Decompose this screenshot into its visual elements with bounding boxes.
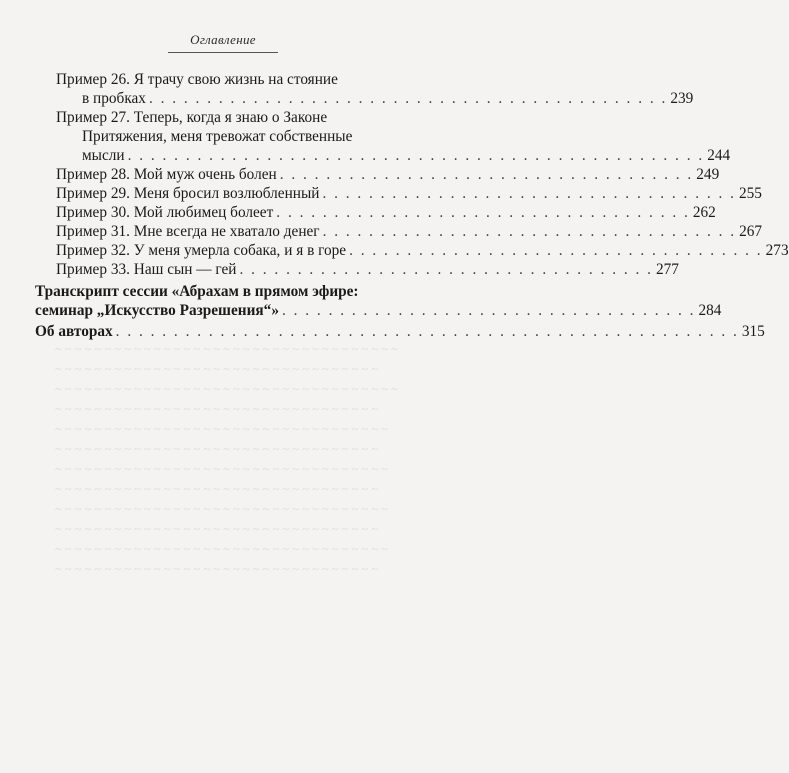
toc-section-transcript-title: Транскрипт сессии «Абрахам в прямом эфире: (35, 283, 359, 300)
toc-entry-26-title: Пример 26. Я трачу свою жизнь на стояние (56, 71, 338, 88)
page-number: 273 (765, 242, 789, 259)
page-number: 284 (698, 302, 722, 319)
page-number: 249 (696, 166, 720, 183)
toc-entry-29[interactable] (56, 185, 762, 203)
dot-leader: . . . . . . . . . . . . . . . . . . . . . . . . . . . . . . . . . . . . (279, 166, 694, 183)
toc-entry-title: Пример 31. Мне всегда не хватало денег (56, 223, 320, 240)
bleed-through-text: ~ ~ ~ ~ ~ ~ ~ ~ ~ ~ ~ ~ ~ ~ ~ ~ ~ ~ ~ ~ ~ ~ ~ ~ ~ ~ ~ ~ ~ ~ ~ ~ ~ ~ ~ ~ ~ ~ ~ ~ ~ ~ ~ ~ ~ ~ ~ ~ ~ ~ ~ ~ ~ ~ ~ ~ ~ ~ ~ ~ ~ ~ ~ ~ ~ ~ ~ ~ ~ ~ ~ ~ ~ ~ ~ ~ ~ ~ ~ ~ ~ ~ ~ ~ ~ ~ ~ ~ ~ ~ ~ ~ ~ ~ ~ ~ ~ ~ ~ ~ ~ ~ ~ ~ ~ ~ ~ ~ ~ ~ ~ ~ ~ ~ ~ ~ ~ ~ ~ ~ ~ ~ ~ ~ ~ ~ ~ ~ ~ ~ ~ ~ ~ ~ ~ ~ ~ ~ ~ ~ ~ ~ ~ ~ ~ ~ ~ ~ ~ ~ ~ ~ ~ ~ ~ ~ ~ ~ ~ ~ ~ ~ ~ ~ ~ ~ ~ ~ ~ ~ ~ ~ ~ ~ ~ ~ ~ ~ ~ ~ ~ ~ ~ ~ ~ ~ ~ ~ ~ ~ ~ ~ ~ ~ ~ ~ ~ ~ ~ ~ ~ ~ ~ ~ ~ ~ ~ ~ ~ ~ ~ ~ ~ ~ ~ ~ ~ ~ ~ ~ ~ ~ ~ ~ ~ ~ ~ ~ ~ ~ ~ ~ ~ ~ ~ ~ ~ ~ ~ ~ ~ ~ ~ ~ ~ ~ ~ ~ ~ ~ ~ ~ ~ ~ ~ ~ ~ ~ ~ ~ ~ ~ ~ ~ ~ ~ ~ ~ ~ ~ ~ ~ ~ ~ ~ ~ ~ ~ ~ ~ ~ ~ ~ ~ ~ ~ ~ ~ ~ ~ ~ ~ ~ ~ ~ ~ ~ ~ ~ ~ ~ ~ ~ ~ ~ ~ ~ ~ ~ ~ ~ ~ ~ ~ ~ ~ ~ ~ ~ ~ ~ ~ ~ ~ ~ ~ ~ ~ ~ ~ ~ ~ ~ ~ ~ ~ ~ ~ ~ ~ ~ ~ ~ ~ ~ ~ ~ ~ ~ ~ ~ ~ ~ ~ ~ ~ ~ ~ ~ ~ ~ ~ ~ ~ ~ ~ ~ ~ ~ ~ ~ ~ ~ ~ ~ ~ ~ ~ ~ ~ ~ ~ ~ ~ ~ ~ ~ ~ ~ ~ ~ ~ ~ ~ ~ ~ ~ ~ ~ ~ ~ ~ ~ ~ (55, 342, 398, 576)
toc-entry-31[interactable] (56, 223, 763, 241)
running-header: Оглавление (190, 32, 256, 47)
toc-entry-27[interactable] (82, 147, 731, 165)
header-rule (168, 52, 278, 53)
dot-leader: . . . . . . . . . . . . . . . . . . . . . . . . . . . . . . . . . . . . (349, 242, 763, 259)
dot-leader: . . . . . . . . . . . . . . . . . . . . . . . . . . . . . . . . . . . . . . . . . . . . . . . . . . . . . . (115, 323, 739, 340)
dot-leader: . . . . . . . . . . . . . . . . . . . . . . . . . . . . . . . . . . . . (322, 185, 736, 202)
toc-entry-28[interactable] (56, 166, 720, 184)
toc-entry-27-continuation-2: мысли (82, 147, 125, 164)
page-number: 244 (707, 147, 731, 164)
dot-leader: . . . . . . . . . . . . . . . . . . . . . . . . . . . . . . . . . . . . . . . . . . . . . . . . . . (127, 147, 705, 164)
toc-entry-26[interactable] (82, 90, 694, 108)
page-number: 267 (739, 223, 763, 240)
dot-leader: . . . . . . . . . . . . . . . . . . . . . . . . . . . . . . . . . . . . . . . . . . . . . (148, 90, 668, 107)
toc-section-transcript[interactable] (35, 302, 722, 320)
page-number: 255 (738, 185, 762, 202)
page-number: 315 (741, 323, 765, 340)
toc-entry-title: Пример 32. У меня умерла собака, и я в горе (56, 242, 347, 259)
page-number: 262 (692, 204, 716, 221)
toc-entry-27-title: Пример 27. Теперь, когда я знаю о Законе (56, 109, 328, 126)
dot-leader: . . . . . . . . . . . . . . . . . . . . . . . . . . . . . . . . . . . . (276, 204, 690, 221)
toc-entry-33[interactable] (56, 261, 679, 279)
toc-entry-title: Пример 28. Мой муж очень болен (56, 166, 277, 183)
dot-leader: . . . . . . . . . . . . . . . . . . . . . . . . . . . . . . . . . . . . (281, 302, 696, 319)
toc-entry-title: Пример 30. Мой любимец болеет (56, 204, 274, 221)
page-number: 277 (656, 261, 679, 278)
toc-entry-title: Пример 33. Наш сын — гей (56, 261, 237, 278)
toc-entry-27-continuation: Притяжения, меня тревожат собственные (82, 128, 353, 145)
toc-entry-title: Пример 29. Меня бросил возлюбленный (56, 185, 320, 202)
toc-entry-32[interactable] (56, 242, 789, 260)
dot-leader: . . . . . . . . . . . . . . . . . . . . . . . . . . . . . . . . . . . . (239, 261, 653, 278)
toc-entry-26-continuation: в пробках (82, 90, 146, 107)
toc-section-transcript-continuation: семинар „Искусство Разрешения“» (35, 302, 279, 319)
toc-section-about-authors[interactable] (35, 323, 765, 341)
dot-leader: . . . . . . . . . . . . . . . . . . . . . . . . . . . . . . . . . . . . (322, 223, 737, 240)
toc-section-title: Об авторах (35, 323, 113, 340)
toc-entry-30[interactable] (56, 204, 716, 222)
page-number: 239 (670, 90, 694, 107)
